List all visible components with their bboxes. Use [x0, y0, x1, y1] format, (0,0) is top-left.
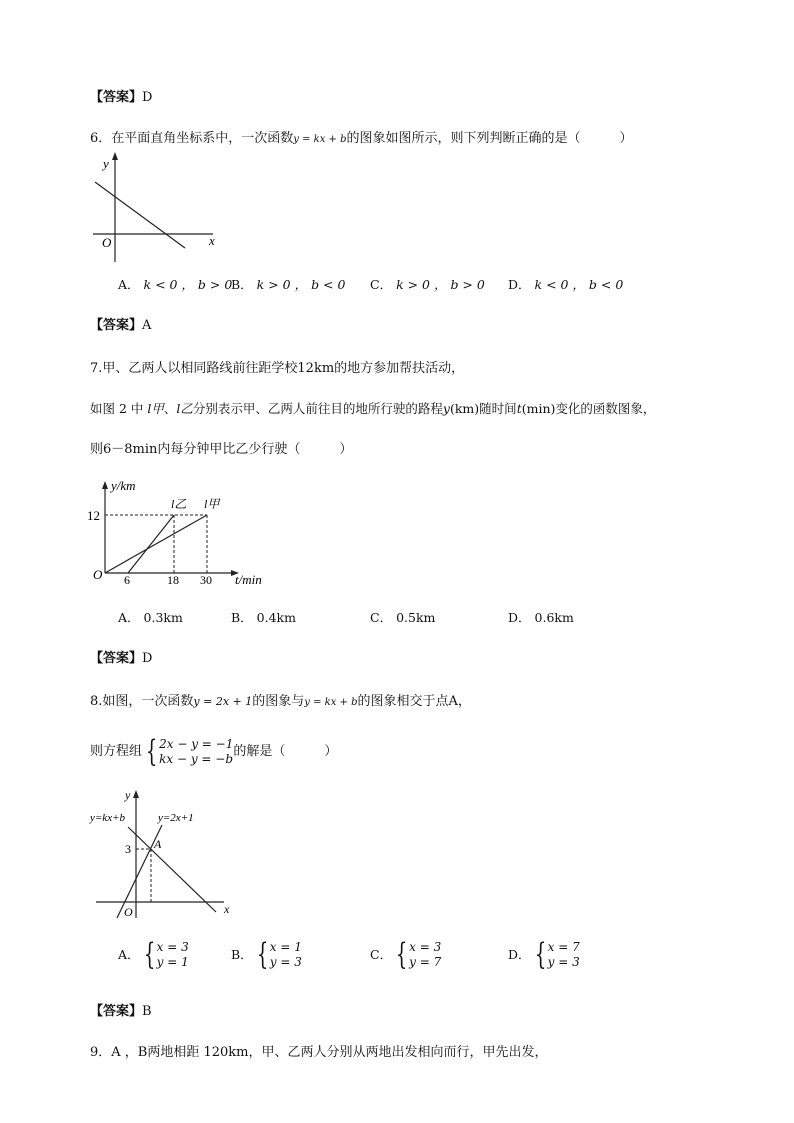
- question-7-line3: 则6－8min内每分钟甲比乙少行驶（ ）: [90, 442, 353, 457]
- origin-label: O: [93, 567, 103, 582]
- y-label: y: [125, 788, 131, 802]
- q7-graph: [85, 478, 285, 590]
- q6-option-d[interactable]: D． k < 0 ， b < 0: [508, 277, 624, 292]
- label-kx-plus-b: y=kx+b: [90, 812, 125, 824]
- answer-value: D: [142, 90, 153, 105]
- line-kx-plus-b: [128, 827, 216, 912]
- answer-label: 【答案】: [90, 1004, 143, 1019]
- question-7-line1: 7.甲、乙两人以相同路线前往距学校12km的地方参加帮扶活动，: [90, 361, 465, 376]
- question-7-line2: 如图 2 中 l甲、l乙分别表示甲、乙两人前往目的地所行驶的路程y(km)随时间t(min)变化的函数图象，: [90, 401, 656, 416]
- x-label: x: [224, 902, 230, 916]
- question-8-line2: 则方程组 { 2x − y = −1 kx − y = −b 的解是（ ）: [90, 733, 338, 769]
- point-a-label: A: [154, 837, 162, 851]
- answer-value: A: [142, 318, 152, 333]
- q8-option-a[interactable]: A． { x = 3 y = 1: [118, 937, 189, 972]
- origin-label: O: [102, 235, 112, 250]
- x-tick-30: 30: [200, 573, 212, 587]
- question-text: 的图象如图所示，则下列判断正确的是（ ）: [346, 131, 633, 146]
- answer-q8: [90, 1003, 152, 1021]
- q7-option-d[interactable]: D． 0.6km: [508, 610, 574, 625]
- y-arrow: [102, 481, 108, 489]
- label-l-jia: l甲: [204, 497, 220, 511]
- q8-option-c[interactable]: C． { x = 3 y = 7: [370, 937, 442, 972]
- answer-q7: [90, 650, 152, 668]
- x-tick-18: 18: [167, 573, 179, 587]
- q6-option-a[interactable]: A． k < 0 ， b > 0: [118, 277, 233, 292]
- formula: y = kx + b: [293, 134, 347, 145]
- line-jia: [105, 515, 207, 573]
- q6-graph: [85, 150, 225, 265]
- answer-label: 【答案】: [90, 318, 143, 333]
- answer-q6: [90, 317, 151, 335]
- line-yi: [128, 515, 174, 573]
- origin-label: O: [124, 905, 133, 919]
- y-label: y/km: [111, 478, 136, 493]
- answer-q5: [90, 89, 152, 107]
- q6-option-b[interactable]: B． k > 0 ， b < 0: [231, 277, 346, 292]
- q7-option-c[interactable]: C． 0.5km: [370, 610, 436, 625]
- y-arrow: [112, 152, 118, 160]
- y-tick-12: 12: [87, 508, 100, 523]
- answer-label: 【答案】: [90, 90, 143, 105]
- q8-option-d[interactable]: D． { x = 7 y = 3: [508, 937, 580, 972]
- q7-option-b[interactable]: B． 0.4km: [231, 610, 296, 625]
- x-label: t/min: [235, 572, 262, 587]
- label-2x-plus-1: y=2x+1: [158, 812, 194, 824]
- y-label: y: [103, 156, 109, 171]
- q8-graph: [88, 785, 238, 920]
- question-6: [90, 130, 633, 149]
- label-l-yi: l乙: [171, 497, 187, 511]
- x-label: x: [209, 233, 215, 248]
- y-arrow: [133, 790, 139, 798]
- equation-system: { 2x − y = −1 kx − y = −b: [145, 733, 234, 769]
- question-number: 6．: [90, 131, 112, 146]
- q8-option-b[interactable]: B． { x = 1 y = 3: [231, 937, 302, 972]
- q7-option-a[interactable]: A． 0.3km: [118, 610, 183, 625]
- answer-label: 【答案】: [90, 651, 143, 666]
- question-8-line1: 8.如图，一次函数y = 2x + 1的图象与y = kx + b的图象相交于点A，: [90, 694, 471, 709]
- y-tick-3: 3: [125, 842, 131, 856]
- question-text: 在平面直角坐标系中，一次函数: [111, 131, 294, 146]
- question-9-line1: 9．A ，B两地相距 120km，甲、乙两人分别从两地出发相向而行，甲先出发，: [90, 1045, 548, 1060]
- q6-option-c[interactable]: C． k > 0 ， b > 0: [370, 277, 485, 292]
- answer-value: B: [142, 1004, 152, 1019]
- x-tick-6: 6: [124, 573, 130, 587]
- answer-value: D: [142, 651, 153, 666]
